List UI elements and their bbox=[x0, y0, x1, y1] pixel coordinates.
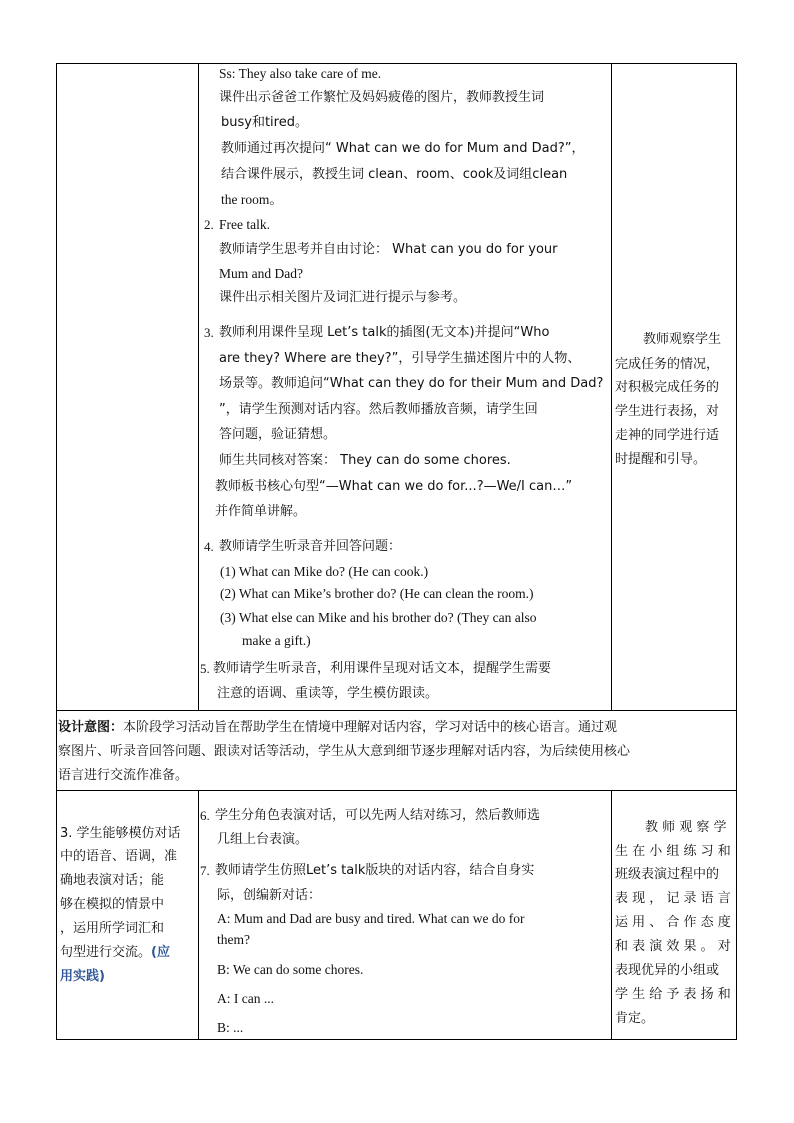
text-line: 场景等。教师追问“What can they do for their Mum and Dad? bbox=[219, 376, 604, 391]
text-line: 学生分角色表演对话，可以先两人结对练习，然后教师选 bbox=[215, 808, 541, 823]
table-border-row2 bbox=[56, 790, 737, 791]
text-line: are they? Where are they?”，引导学生描述图片中的人物、 bbox=[219, 351, 581, 366]
text-line: 肯定。 bbox=[615, 1011, 655, 1026]
text-line: 学生进行表扬，对 bbox=[615, 404, 720, 419]
item-number: 2. bbox=[204, 217, 214, 232]
text-line: 中的语音、语调，准 bbox=[60, 849, 178, 864]
text-line: 语言进行交流作准备。 bbox=[58, 768, 189, 783]
item-number: 3. bbox=[204, 325, 214, 340]
item-number: 7. bbox=[200, 863, 210, 878]
design-intent-first-line bbox=[58, 720, 617, 736]
text-line: 教师板书核心句型“—What can we do for...?—We/I can…” bbox=[215, 479, 573, 494]
text-line: ，运用所学词汇和 bbox=[60, 921, 165, 936]
text-line: 班级表演过程中的 bbox=[615, 867, 720, 882]
dialogue-line: them? bbox=[217, 932, 250, 947]
text-line: 教 师 观 察 学 bbox=[645, 820, 727, 835]
text-line: 课件出示爸爸工作繁忙及妈妈疲倦的图片，教师教授生词 bbox=[219, 90, 545, 105]
question-line: (2) What can Mike’s brother do? (He can clean the room.) bbox=[220, 586, 534, 601]
item-number: 4. bbox=[204, 539, 214, 554]
text-line: 教师观察学生 bbox=[643, 332, 722, 347]
dialogue-line: B: ... bbox=[217, 1020, 244, 1035]
text-line: 够在模拟的情景中 bbox=[60, 897, 165, 912]
text-line: 教师请学生思考并自由讨论： What can you do for your bbox=[219, 242, 558, 257]
design-intent-label: 设计意图： bbox=[58, 720, 124, 735]
text-line: 生 在 小 组 练 习 和 bbox=[615, 844, 731, 859]
text-line: 课件出示相关图片及词汇进行提示与参考。 bbox=[219, 290, 467, 305]
column-divider-1-top bbox=[198, 63, 199, 710]
practice-tag: (应 bbox=[151, 945, 170, 960]
question-line: (3) What else can Mike and his brother do? (They can also bbox=[220, 610, 537, 625]
text-line: 结合课件展示，教授生词 clean、room、cook及词组clean bbox=[221, 167, 568, 182]
dialogue-line: A: Mum and Dad are busy and tired. What can we do for bbox=[217, 911, 525, 926]
text-line: 察图片、听录音回答问题、跟读对话等活动，学生从大意到细节逐步理解对话内容，为后续使用核心 bbox=[58, 744, 631, 759]
text-line: 句型进行交流。 bbox=[60, 945, 152, 960]
text-line: 答问题，验证猜想。 bbox=[219, 427, 337, 442]
text-line: the room。 bbox=[221, 192, 283, 207]
text-line: 表 现 ， 记 录 语 言 bbox=[615, 891, 731, 906]
text-line: 教师请学生仿照Let’s talk版块的对话内容，结合自身实 bbox=[215, 863, 535, 878]
table-border-left bbox=[56, 63, 57, 1040]
column-divider-1-bottom bbox=[198, 790, 199, 1039]
text-line: 师生共同核对答案： They can do some chores. bbox=[219, 453, 511, 468]
dialogue-line: A: I can ... bbox=[217, 991, 274, 1006]
text-line: 确地表演对话；能 bbox=[60, 873, 165, 888]
question-line: (1) What can Mike do? (He can cook.) bbox=[220, 564, 429, 579]
text-line: 运 用 、 合 作 态 度 bbox=[615, 915, 731, 930]
text-line: 完成任务的情况， bbox=[615, 357, 720, 372]
item-number: 5. bbox=[200, 661, 210, 676]
item-number: 6. bbox=[200, 808, 210, 823]
text-line: Free talk. bbox=[219, 217, 270, 232]
text-line: 对积极完成任务的 bbox=[615, 380, 720, 395]
dialogue-line: B: We can do some chores. bbox=[217, 962, 364, 977]
text-line: ”，请学生预测对话内容。然后教师播放音频，请学生回 bbox=[219, 402, 538, 417]
text-line: 时提醒和引导。 bbox=[615, 452, 707, 467]
text-line: 教师利用课件呈现 Let’s talk的插图(无文本)并提问“Who bbox=[219, 325, 550, 340]
text-line-with-tag bbox=[60, 945, 170, 961]
text-line: 并作简单讲解。 bbox=[215, 504, 307, 519]
column-divider-2-top bbox=[611, 63, 612, 710]
text-line: 几组上台表演。 bbox=[217, 832, 309, 847]
practice-tag: 用实践) bbox=[60, 969, 105, 984]
text-line: 际，创编新对话： bbox=[217, 888, 322, 903]
table-border-top bbox=[56, 63, 737, 64]
table-border-bottom bbox=[56, 1039, 737, 1040]
text-line: 走神的同学进行适 bbox=[615, 428, 720, 443]
text-line: Ss: They also take care of me. bbox=[219, 66, 382, 81]
text-line: 注意的语调、重读等，学生模仿跟读。 bbox=[217, 686, 439, 701]
text-line: 学 生 给 予 表 扬 和 bbox=[615, 987, 731, 1002]
table-border-row1 bbox=[56, 710, 737, 711]
text-line: 教师请学生听录音，利用课件呈现对话文本，提醒学生需要 bbox=[213, 661, 552, 676]
design-intent-text: 本阶段学习活动旨在帮助学生在情境中理解对话内容，学习对话中的核心语言。通过观 bbox=[123, 720, 618, 735]
column-divider-2-bottom bbox=[611, 790, 612, 1039]
text-line: Mum and Dad? bbox=[219, 266, 303, 281]
text-line: 3. 学生能够模仿对话 bbox=[60, 826, 181, 841]
table-border-right bbox=[736, 63, 737, 1040]
text-line: busy和tired。 bbox=[221, 115, 308, 130]
text-line: 教师请学生听录音并回答问题： bbox=[219, 539, 402, 554]
text-line: 教师通过再次提问“ What can we do for Mum and Dad?”， bbox=[221, 141, 585, 156]
text-line: 表现优异的小组或 bbox=[615, 963, 720, 978]
text-line: 和 表 演 效 果 。 对 bbox=[615, 939, 731, 954]
question-line: make a gift.) bbox=[242, 633, 311, 648]
